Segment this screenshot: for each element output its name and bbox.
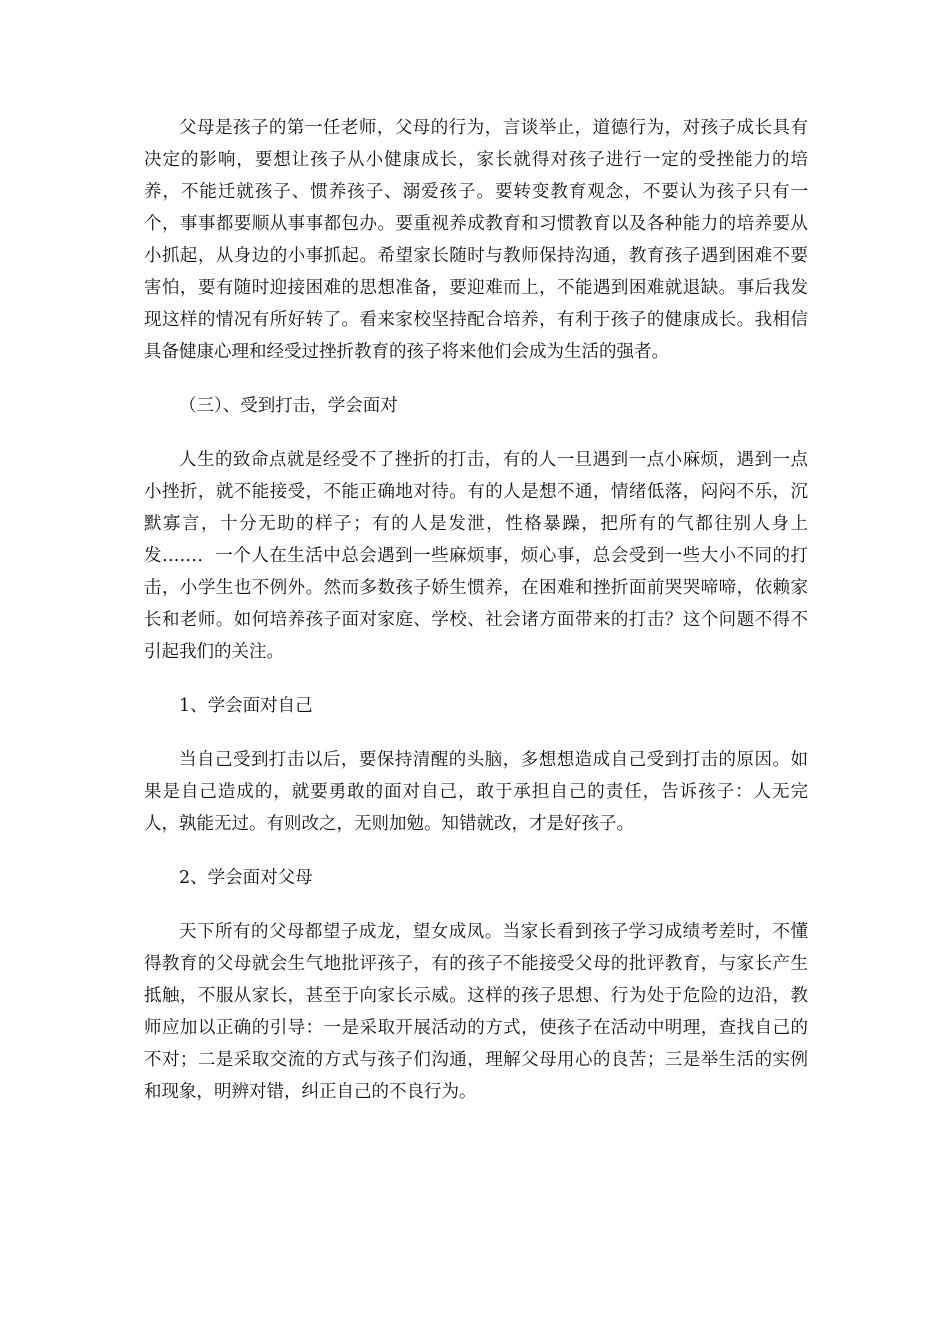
subheading-face-yourself: 1、学会面对自己 [179, 696, 313, 716]
paragraph-parent-role: 父母是孩子的第一任老师，父母的行为，言谈举止，道德行为，对孩子成长具有决定的影响，要想让孩子从小健康成长，家长就得对孩子进行一定的受挫能力的培养，不能迁就孩子、惯养孩子、溺爱孩子。要转变教育观念，不要认为孩子只有一个，事事都要顺从事事都包办。要重视养成教育和习惯教育以及各种能力的培养要从小抓起，从身边的小事抓起。希望家长随时与教师保持沟通，教育孩子遇到困难不要害怕，要有随时迎接困难的思想准备，要迎难而上，不能遇到困难就退缺。事后我发现这样的情况有所好转了。看来家校坚持配合培养，有利于孩子的健康成长。我相信具备健康心理和经受过挫折教育的孩子将来他们会成为生活的强者。 [144, 118, 808, 362]
paragraph-face-yourself: 当自己受到打击以后，要保持清醒的头脑，多想想造成自己受到打击的原因。如果是自己造成的，就要勇敢的面对自己，敢于承担自己的责任，告诉孩子：人无完人，孰能无过。有则改之，无则加勉。知错就改，才是好孩子。 [144, 750, 808, 834]
paragraph-face-parents: 天下所有的父母都望子成龙，望女成凤。当家长看到孩子学习成绩考差时，不懂得教育的父母就会生气地批评孩子，有的孩子不能接受父母的批评教育，与家长产生抵触，不服从家长，甚至于向家长示威。这样的孩子思想、行为处于危险的边沿，教师应加以正确的引导：一是采取开展活动的方式，使孩子在活动中明理，查找自己的不对；二是采取交流的方式与孩子们沟通，理解父母用心的良苦；三是举生活的实例和现象，明辨对错，纠正自己的不良行为。 [144, 922, 808, 1102]
paragraph-setbacks-intro: 人生的致命点就是经受不了挫折的打击，有的人一旦遇到一点小麻烦，遇到一点小挫折，就不能接受，不能正确地对待。有的人是想不通，情绪低落，闷闷不乐，沉默寡言，十分无助的样子；有的人是发泄，性格暴躁，把所有的气都往别人身上发……．一个人在生活中总会遇到一些麻烦事，烦心事，总会受到一些大小不同的打击，小学生也不例外。然而多数孩子娇生惯养，在困难和挫折面前哭哭啼啼，依赖家长和老师。如何培养孩子面对家庭、学校、社会诸方面带来的打击？这个问题不得不引起我们的关注。 [144, 450, 808, 662]
subheading-face-parents: 2、学会面对父母 [179, 868, 313, 888]
section-heading-facing-setbacks: （三）、受到打击，学会面对 [179, 396, 398, 416]
